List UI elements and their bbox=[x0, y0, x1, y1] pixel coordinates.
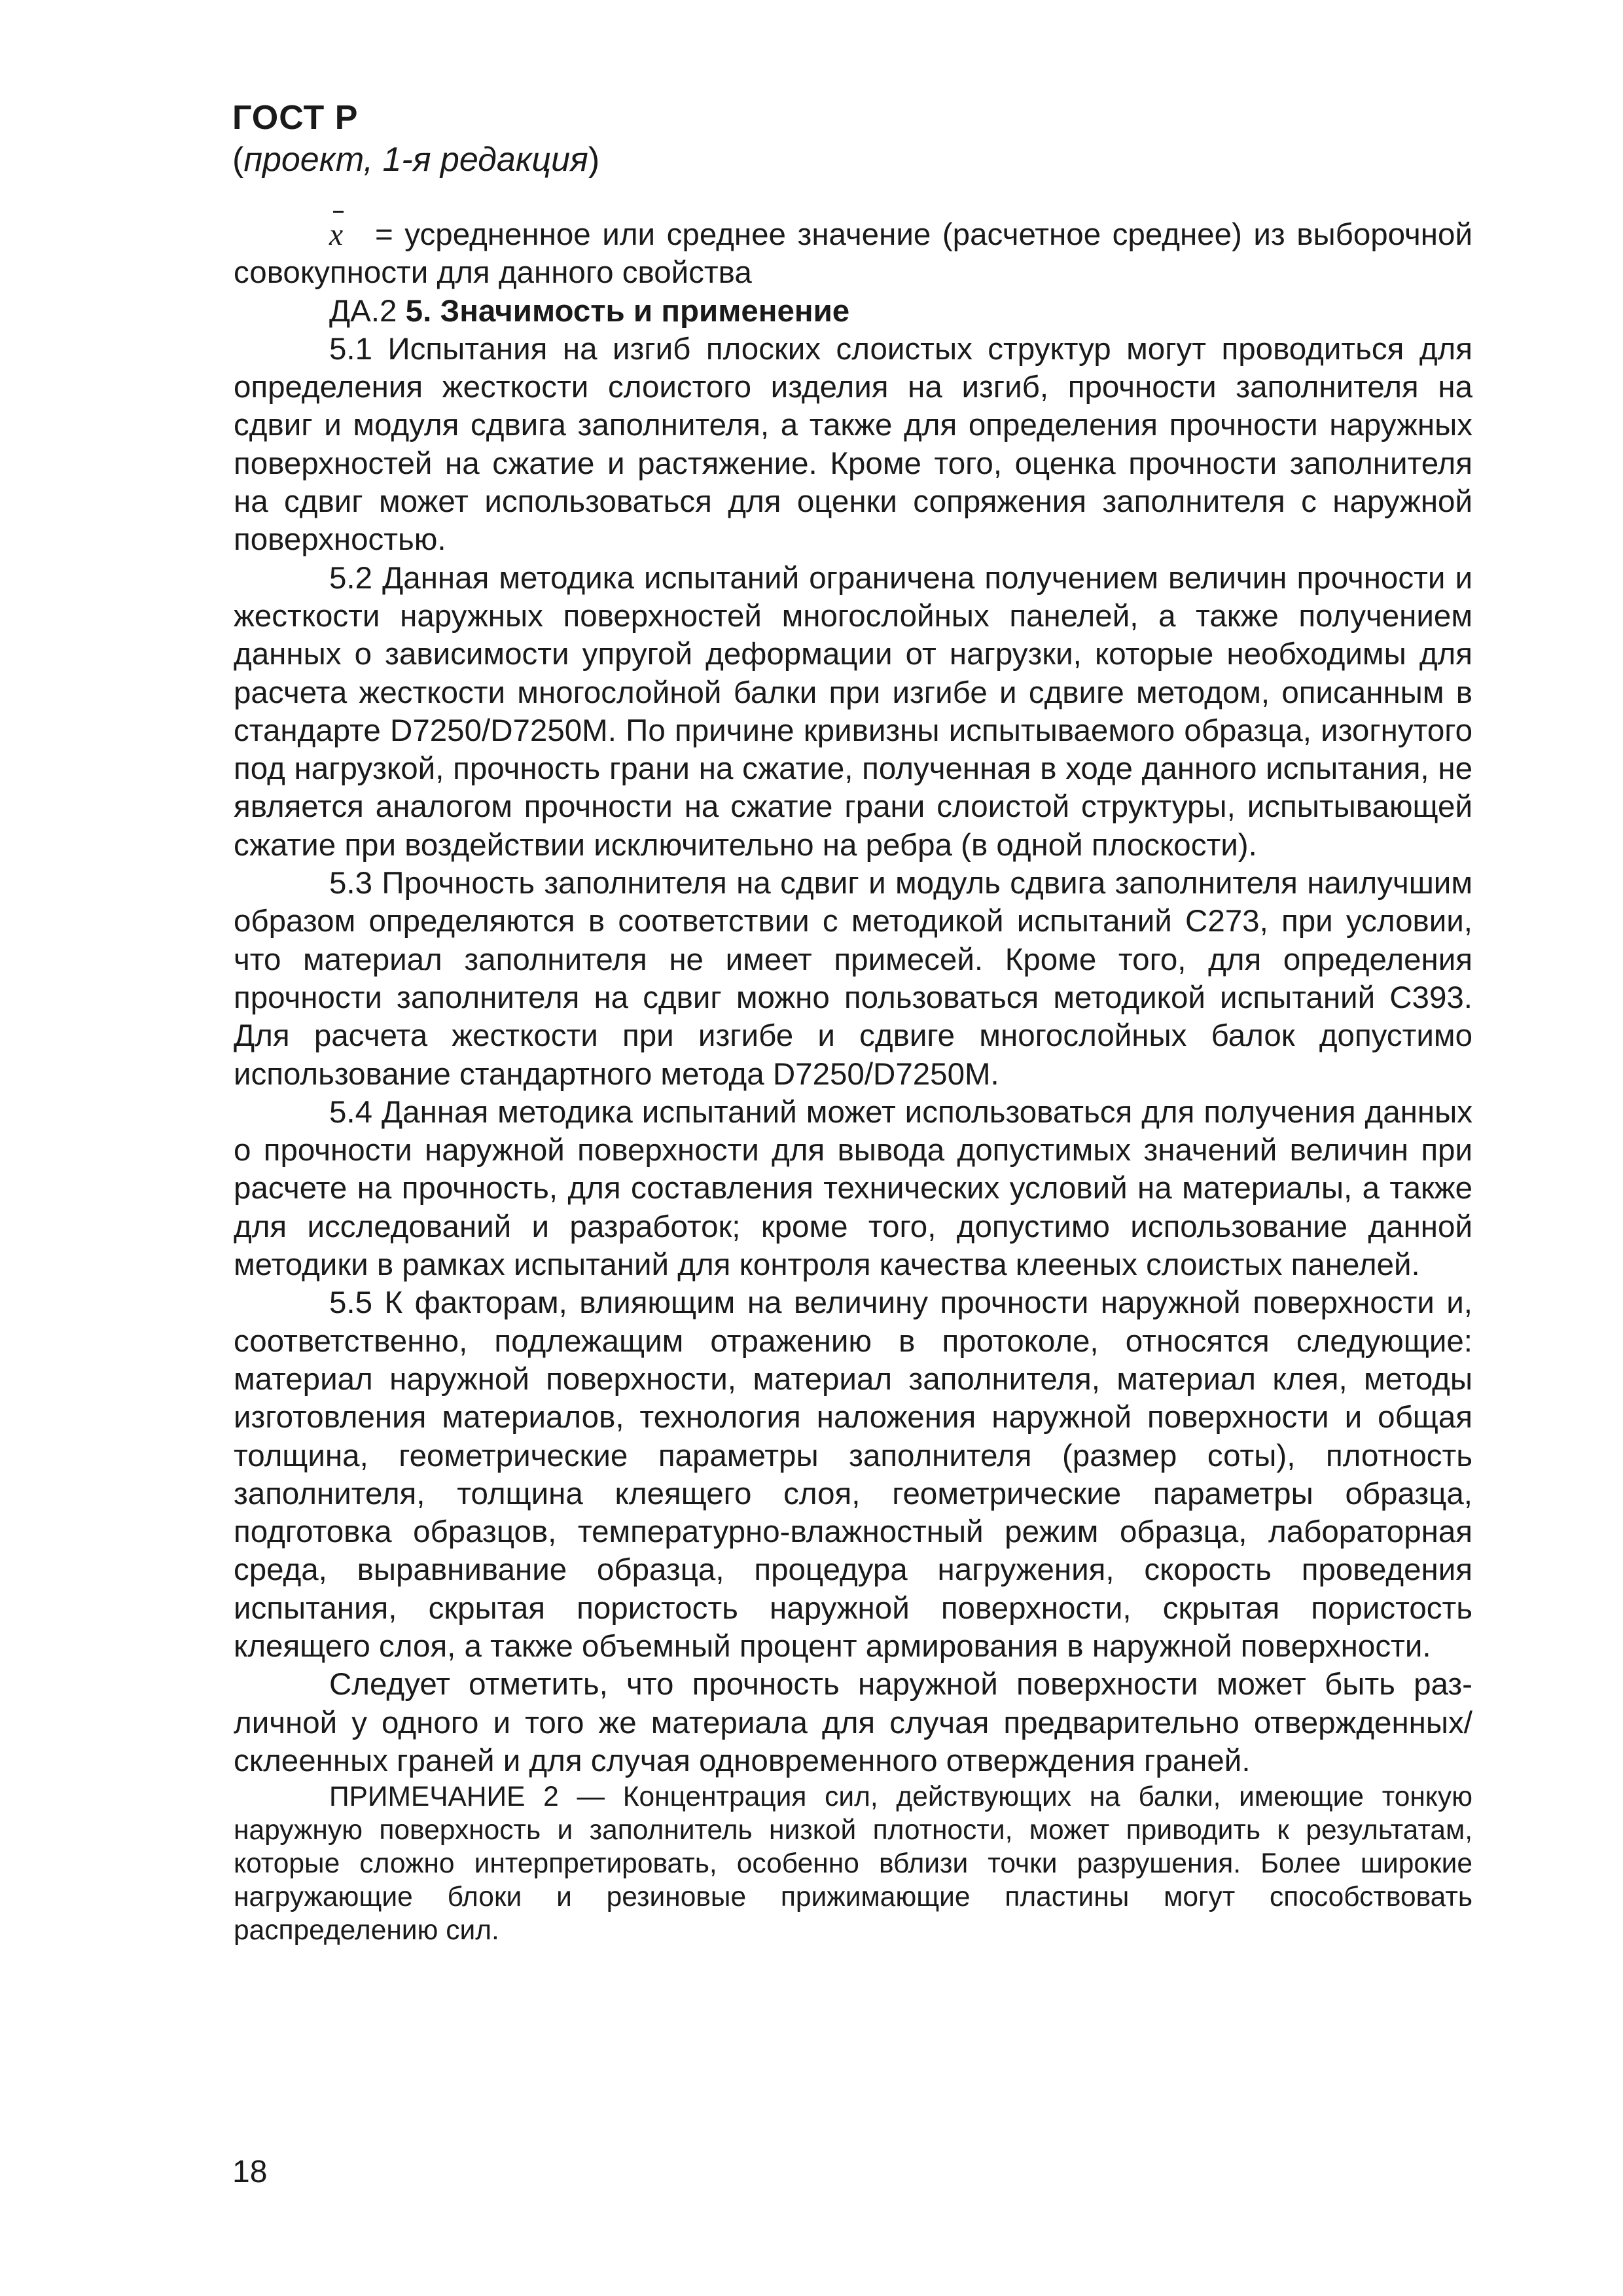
section-prefix: ДА.2 bbox=[329, 293, 406, 329]
section-heading bbox=[234, 293, 1472, 331]
document-header bbox=[232, 97, 1476, 181]
page-number: 18 bbox=[232, 2155, 268, 2189]
standard-title: ГОСТ Р bbox=[232, 99, 359, 137]
mean-definition bbox=[234, 216, 1472, 293]
note-2: ПРИМЕЧАНИЕ 2 — Концентрация сил, действующих на балки, имеющие тонкую наружную поверхность и заполнитель низкой плотности, может приводить к результатам, которые сложно интерпретировать, особенно вблизи точки разрушения. Более широкие нагружающие блоки и резиновые прижимающие пластины могут способствовать распределению сил. bbox=[234, 1782, 1472, 1946]
paragraph-5-2: 5.2 Данная методика испытаний ограничена получением величин прочности и жесткости наружных поверхностей многослойных панелей, а также получением данных о зависимости упругой деформации от нагрузки, которые необходимы для расчета жесткости многослойной балки при изгибе и сдвиге методом, описанным в стандарте D7250/D7250M. По причине кривизны испытываемого образца, изогнутого под нагрузкой, прочность грани на сжатие, полученная в ходе данного испытания, не является аналогом прочности на сжатие грани слоистой структуры, испытывающей сжатие при воздействии исключительно на ребра (в одной плоскости). bbox=[234, 560, 1472, 863]
document-body bbox=[234, 216, 1472, 1947]
mean-definition-text: = усредненное или среднее значение (расчетное среднее) из выборочной совокупности для данного свойства bbox=[234, 217, 1472, 291]
draft-edition-label bbox=[232, 139, 1476, 181]
paragraph-remark: Следует отметить, что прочность наружной поверхности может быть различной у одного и того же материала для случая предварительно отвержденных/склеенных граней и для случая одновременного отверждения граней. bbox=[234, 1667, 1472, 1778]
paragraph-5-5: 5.5 К факторам, влияющим на величину прочности наружной поверхности и, соответственно, подлежащим отражению в протоколе, относятся следующие: материал наружной поверхности, материал заполнителя, материал клея, методы изготовления материалов, технология наложения наружной поверхности и общая толщина, геометрические параметры заполнителя (размер соты), плотность заполнителя, толщина клеящего слоя, геометрические параметры образца, подготовка образцов, температурно-влажностный режим образца, лабораторная среда, выравнивание образца, процедура нагружения, скорость проведения испытания, скрытая пористость наружной поверхности, скрытая пористость клеящего слоя, а также объемный процент армирования в наружной поверхности. bbox=[234, 1285, 1472, 1664]
paragraph-5-3: 5.3 Прочность заполнителя на сдвиг и модуль сдвига заполнителя наилучшим образом определяются в соответствии с методикой испытаний C273, при условии, что материал заполнителя не имеет примесей. Кроме того, для определения прочности заполнителя на сдвиг можно пользоваться методикой испытаний C393. Для расчета жесткости при изгибе и сдвиге многослойных балок допустимо использование стандартного метода D7250/D7250M. bbox=[234, 866, 1472, 1092]
subtitle-text: проект, 1-я редакция bbox=[243, 141, 588, 179]
subtitle-close-paren: ) bbox=[588, 141, 600, 179]
section-title: 5. Значимость и применение bbox=[405, 293, 850, 329]
paragraph-5-4: 5.4 Данная методика испытаний может использоваться для получения данных о прочности наружной поверхности для вывода допустимых значений величин при расчете на прочность, для составления технических условий на материалы, а также для исследований и разработок; кроме того, допустимо использование данной методики в рамках испытаний для контроля качества клееных слоистых панелей. bbox=[234, 1094, 1472, 1283]
mean-symbol: x bbox=[329, 216, 375, 254]
paragraph-5-1: 5.1 Испытания на изгиб плоских слоистых структур могут проводиться для определения жесткости слоистого изделия на изгиб, прочности заполнителя на сдвиг и модуля сдвига заполнителя, а также для определения прочности наружных поверхностей на сжатие и растяжение. Кроме того, оценка прочности заполнителя на сдвиг может использоваться для оценки сопряжения заполнителя с наружной поверхностью. bbox=[234, 331, 1472, 558]
subtitle-open-paren: ( bbox=[232, 141, 244, 179]
